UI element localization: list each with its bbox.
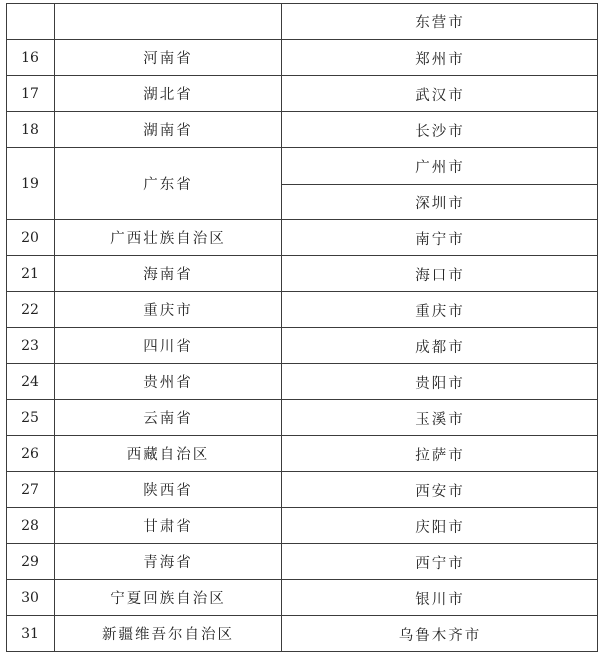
province-cell: 宁夏回族自治区 [54, 580, 281, 615]
city-cell: 南宁市 [281, 220, 598, 256]
province-cell: 四川省 [54, 328, 281, 363]
row-number-cell: 18 [21, 121, 39, 138]
row-number-cell: 27 [21, 481, 39, 498]
table-row [6, 435, 598, 471]
province-cell: 湖南省 [54, 112, 281, 147]
row-number-cell: 30 [21, 589, 39, 606]
province-cell: 广西壮族自治区 [54, 220, 281, 255]
row-number-cell: 20 [21, 229, 39, 246]
city-cell: 深圳市 [281, 184, 598, 220]
table-row [6, 327, 598, 363]
province-cell: 海南省 [54, 256, 281, 291]
row-number-cell: 17 [21, 85, 39, 102]
province-cell: 新疆维吾尔自治区 [54, 616, 281, 651]
province-cell: 西藏自治区 [54, 436, 281, 471]
table-row [6, 39, 598, 75]
table-row [6, 291, 598, 327]
city-cell: 重庆市 [281, 292, 598, 328]
city-cell: 东营市 [281, 3, 598, 39]
row-number-cell [6, 3, 54, 39]
city-cell: 广州市 [281, 148, 598, 184]
province-city-table [6, 3, 598, 652]
table-row [6, 579, 598, 615]
row-number-cell: 25 [21, 409, 39, 426]
province-cell: 重庆市 [54, 292, 281, 327]
city-cell: 乌鲁木齐市 [281, 616, 598, 652]
table-row [6, 3, 598, 39]
city-divider [281, 184, 598, 185]
city-cell: 武汉市 [281, 76, 598, 112]
table-row [6, 507, 598, 543]
row-number-cell: 22 [21, 301, 39, 318]
row-number-cell: 26 [21, 445, 39, 462]
row-number-cell: 19 [21, 175, 39, 192]
table-row [6, 471, 598, 507]
city-cell: 庆阳市 [281, 508, 598, 544]
table-row [6, 219, 598, 255]
city-cell: 拉萨市 [281, 436, 598, 472]
city-cell: 郑州市 [281, 40, 598, 76]
row-number-cell: 16 [21, 49, 39, 66]
row-number-cell: 31 [21, 625, 39, 642]
province-cell: 陕西省 [54, 472, 281, 507]
city-cell: 长沙市 [281, 112, 598, 148]
city-cell: 银川市 [281, 580, 598, 616]
row-number-cell: 29 [21, 553, 39, 570]
province-cell: 广东省 [54, 148, 281, 219]
province-cell: 青海省 [54, 544, 281, 579]
city-cell: 西安市 [281, 472, 598, 508]
table-row [6, 75, 598, 111]
city-cell: 贵阳市 [281, 364, 598, 400]
province-cell: 甘肃省 [54, 508, 281, 543]
city-cell: 海口市 [281, 256, 598, 292]
row-number-cell: 23 [21, 337, 39, 354]
row-number-cell: 24 [21, 373, 39, 390]
row-number-cell: 21 [21, 265, 39, 282]
city-cell: 玉溪市 [281, 400, 598, 436]
table-row [6, 615, 598, 651]
province-cell: 云南省 [54, 400, 281, 435]
table-row [6, 543, 598, 579]
province-cell: 贵州省 [54, 364, 281, 399]
table-row [6, 147, 598, 219]
province-cell: 河南省 [54, 40, 281, 75]
province-cell: 湖北省 [54, 76, 281, 111]
city-cell: 西宁市 [281, 544, 598, 580]
city-cell: 成都市 [281, 328, 598, 364]
table-row [6, 363, 598, 399]
province-cell [54, 3, 281, 39]
table-row [6, 399, 598, 435]
table-row [6, 111, 598, 147]
row-number-cell: 28 [21, 517, 39, 534]
table-row [6, 255, 598, 291]
